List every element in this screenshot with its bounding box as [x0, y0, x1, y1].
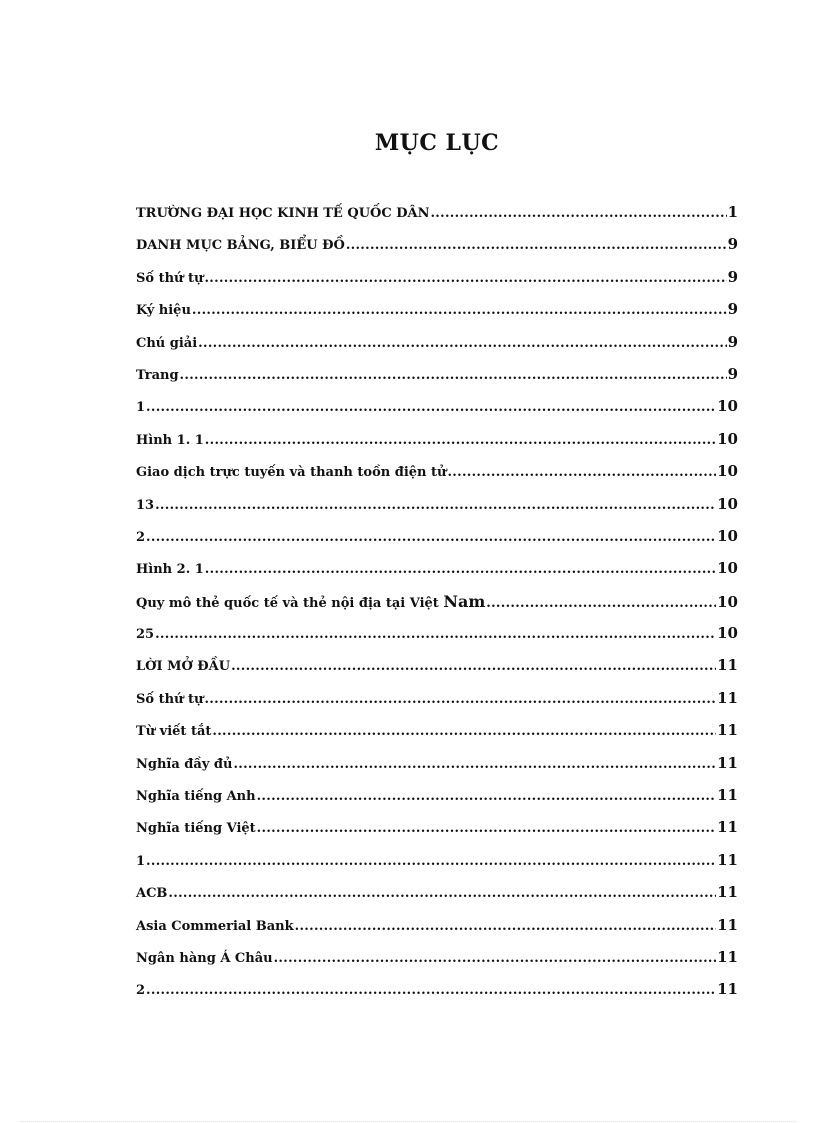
toc-entry-page: 10 [717, 429, 738, 448]
toc-entry[interactable] [136, 592, 738, 624]
dot-leader [146, 854, 716, 869]
toc-entry[interactable] [136, 300, 738, 332]
toc-entry-page: 11 [717, 883, 738, 902]
page-bottom-rule [20, 1121, 796, 1122]
toc-entry-page: 10 [717, 592, 738, 611]
dot-leader [205, 562, 716, 577]
toc-entry-page: 10 [717, 559, 738, 578]
toc-entry[interactable] [136, 916, 738, 948]
toc-entry-label: Số thứ tự [136, 691, 204, 707]
toc-entry-label: Số thứ tự [136, 270, 204, 286]
toc-entry-page: 1 [727, 203, 738, 221]
toc-entry[interactable] [136, 786, 738, 818]
toc-entry[interactable] [136, 851, 738, 883]
dot-leader [146, 400, 716, 415]
toc-entry-page: 11 [717, 656, 738, 675]
toc-entry[interactable] [136, 818, 738, 850]
toc-entry-page: 10 [717, 494, 738, 513]
toc-entry-page: 11 [717, 818, 738, 837]
toc-entry-label: Giao dịch trực tuyến và thanh toồn điện tử [136, 465, 447, 481]
toc-entry[interactable] [136, 365, 738, 397]
toc-entry-label: Nghĩa tiếng Việt [136, 821, 256, 837]
toc-entry-label: Nghĩa tiếng Anh [136, 789, 256, 805]
dot-leader [447, 465, 716, 480]
toc-entry[interactable] [136, 721, 738, 753]
toc-entry-label: Asia Commerial Bank [136, 918, 294, 934]
toc-entry-label: 2 [136, 983, 146, 999]
toc-entry-page: 11 [717, 688, 738, 707]
dot-leader [204, 692, 716, 707]
toc-entry-page: 11 [717, 753, 738, 772]
toc-entry[interactable] [136, 656, 738, 688]
toc-entry[interactable] [136, 883, 738, 915]
toc-entry-page: 11 [717, 980, 738, 999]
toc-entry-page: 9 [727, 364, 738, 383]
toc-entry[interactable] [136, 754, 738, 786]
dot-leader [295, 919, 716, 934]
toc-entry-label: Trang [136, 367, 179, 383]
toc-entry-page: 9 [727, 235, 738, 254]
toc-entry-label: Hình 1. 1 [136, 432, 204, 448]
dot-leader [205, 433, 716, 448]
toc-entry[interactable] [136, 203, 738, 235]
dot-leader [430, 206, 726, 221]
toc-entry[interactable] [136, 559, 738, 591]
toc-entry[interactable] [136, 624, 738, 656]
dot-leader [168, 886, 716, 901]
toc-entry-page: 9 [727, 267, 738, 286]
dot-leader [180, 368, 727, 383]
dot-leader [346, 238, 727, 253]
toc-entry-page: 11 [717, 947, 738, 966]
toc-entry[interactable] [136, 235, 738, 267]
toc-entry[interactable] [136, 268, 738, 300]
toc-entry-label: 1 [136, 400, 146, 416]
toc-entry-label: ACB [136, 886, 168, 902]
toc-entry-page: 11 [717, 786, 738, 805]
toc-entry-label: 2 [136, 529, 146, 545]
dot-leader [212, 724, 716, 739]
toc-entry[interactable] [136, 462, 738, 494]
toc-entry-label [136, 592, 485, 611]
toc-entry[interactable] [136, 980, 738, 1012]
dot-leader [155, 627, 716, 642]
toc-entry-label: TRƯỜNG ĐẠI HỌC KINH TẾ QUỐC DÂN [136, 206, 430, 221]
toc-entry-label: 25 [136, 627, 155, 643]
toc-entry-label: LỜI MỞ ĐẦU [136, 659, 231, 675]
dot-leader [204, 271, 726, 286]
page-title: MỤC LỤC [374, 130, 500, 156]
toc-entry-label: Hình 2. 1 [136, 562, 204, 578]
toc-entry-page: 11 [717, 915, 738, 934]
toc-entry-label: 1 [136, 853, 146, 869]
toc-entry[interactable] [136, 948, 738, 980]
toc-entry-label-emphasis: Nam [443, 591, 486, 611]
dot-leader [257, 821, 716, 836]
dot-leader [233, 757, 716, 772]
toc-entry-label: Ngân hàng Á Châu [136, 950, 273, 966]
dot-leader [198, 336, 726, 351]
dot-leader [192, 303, 727, 318]
dot-leader [146, 530, 716, 545]
table-of-contents [136, 203, 738, 1013]
toc-entry[interactable] [136, 333, 738, 365]
toc-entry[interactable] [136, 430, 738, 462]
toc-entry-page: 9 [727, 332, 738, 351]
toc-entry[interactable] [136, 397, 738, 429]
dot-leader [146, 983, 716, 998]
toc-entry-label: Nghĩa đầy đủ [136, 756, 233, 772]
toc-entry-page: 10 [717, 462, 738, 481]
toc-entry-page: 10 [717, 624, 738, 643]
toc-entry-page: 10 [717, 526, 738, 545]
toc-entry-page: 9 [727, 300, 738, 319]
toc-entry-page: 11 [717, 850, 738, 869]
toc-entry-label-text: Quy mô thẻ quốc tế và thẻ nội địa tại Việt [136, 595, 439, 611]
toc-entry[interactable] [136, 495, 738, 527]
dot-leader [486, 596, 716, 611]
toc-entry-page: 11 [717, 721, 738, 740]
toc-entry-label: Từ viết tắt [136, 724, 212, 740]
toc-entry-label: DANH MỤC BẢNG, BIỂU ĐỒ [136, 238, 345, 254]
dot-leader [274, 951, 717, 966]
dot-leader [155, 498, 716, 513]
toc-entry-label: Chú giải [136, 335, 198, 351]
toc-entry-label: 13 [136, 497, 155, 513]
dot-leader [231, 659, 716, 674]
toc-entry-page: 10 [717, 397, 738, 416]
toc-entry[interactable] [136, 527, 738, 559]
toc-entry[interactable] [136, 689, 738, 721]
toc-entry-label: Ký hiệu [136, 303, 191, 319]
dot-leader [257, 789, 717, 804]
